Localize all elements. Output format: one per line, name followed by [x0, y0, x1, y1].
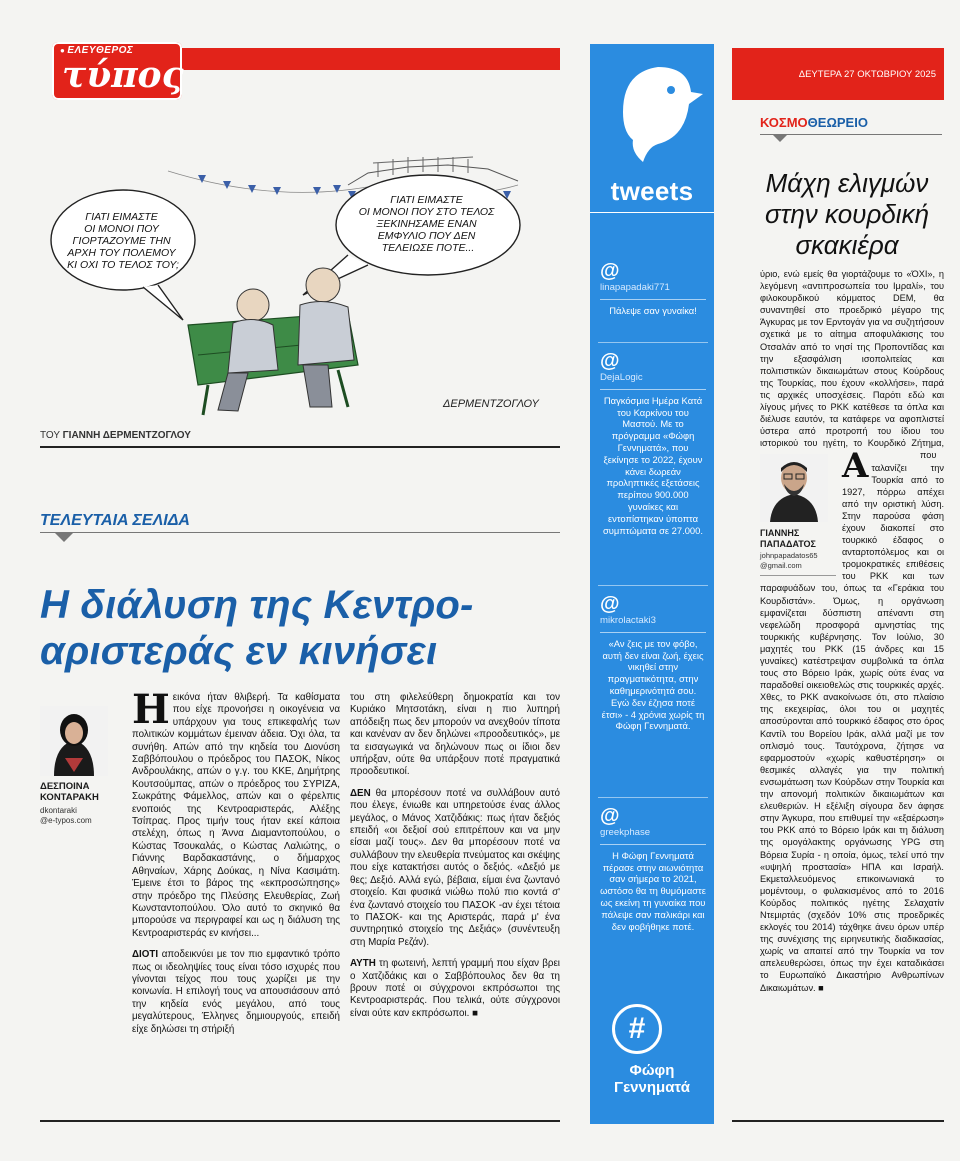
drop-cap: Α — [842, 446, 869, 486]
masthead-red-bar — [172, 48, 560, 70]
article-column-1 — [132, 686, 340, 1036]
paragraph-5-text: τη φωτεινή, λεπτή γραμμή που είχαν βρει ο Χατζιδάκις και ο Σαββόπουλος δεν θα τη βρουν ποτέ οι σύγχρονοι εκπρόσωποι της Κεντροαριστεράς. Που τελικά, ούτε σύγχρονοι είναι ούτε καν εκπρόσωποι. ■ — [350, 958, 560, 1019]
tweet-separator — [598, 797, 708, 798]
tweet-text: Η Φώφη Γεννηματά πέρασε στην αιωνιότητα σαν σήμερα το 2021, ωστόσο θα τη θυμόμαστε ως εκείνη τη γυναίκα που πάλεψε σαν παλικάρι και δεν φοβήθηκε ποτέ. — [600, 844, 706, 933]
paragraph-2-lead: ΔΙΟΤΙ — [132, 949, 159, 961]
section-label: ΤΕΛΕΥΤΑΙΑ ΣΕΛΙΔΑ — [40, 512, 190, 529]
author-email — [760, 551, 838, 570]
tweets-title: tweets — [610, 176, 694, 206]
paragraph-3: του στη φιλελεύθερη δημοκρατία και τον Κυριάκο Μητσοτάκη, είναι η πιο λυπηρή απόδειξη πως δεν μπορούν να ανεχθούν τίποτα και κανέναν αν δεν δηλώνει «προοδευτικός», με τα εισαγωγικά να δηλώνουν πως οι ίδιοι δεν υπήρξαν, ούτε θα υπάρξουν ποτέ πραγματικά προοδευτικοί. — [350, 692, 560, 778]
paragraph-1-text: εικόνα ήταν θλιβερή. Τα καθίσματα που είχε προνοήσει η οικογένεια να υπάρχουν για τους επικεφαλής των πολιτικών κομμάτων έμειναν άδεια. Όχι όλα, τα συνήθη. Απών από την κηδεία του Διονύση Σαββόπουλου ο πρόεδρος του ΠΑΣΟΚ, Νίκος Ανδρουλάκης, απών ο γ.γ. του ΚΚΕ, Δημήτρης Κουτσούμπας, απών ο πρόεδρος του ΣΥΡΙΖΑ, Σωκράτης Φάμελλος, απών και ο φέρελπις ενοποιός της Κεντροαριστεράς, Αλέξης Τσίπρας. Προς τιμήν τους ήταν εκεί κάποια στελέχη, όπως η Άννα Διαμαντοπούλου, ο Κώστας Τσουκαλάς, ο Κώστας Λαλιώτης, ο Γιάννης Βαρδακαστάνης, ο δήμαρχος Αθηναίων, Χάρης Δούκας, η Νίνα Κασιμάτη. Έμεινε έτσι το βάρος της «εκπροσώπησης» στην πρόεδρο της Πλεύσης Ελευθερίας, Ζωή Κωνσταντοπούλου. Όλο αυτό το σκηνικό θα μπορούσε να περιγραφεί και ως η διάλυση της Κεντροαριστεράς εν κινήσει... — [132, 692, 340, 939]
tweet-separator — [598, 342, 708, 343]
tweet-item — [600, 260, 706, 317]
logo-main-text: τύπος — [62, 54, 184, 96]
paragraph-4 — [350, 788, 560, 949]
tweet-handle[interactable]: linapapadaki771 — [600, 282, 670, 293]
tweet-item — [600, 593, 706, 732]
bubble-left-line-2: ΟΙ ΜΟΝΟΙ ΠΟΥ — [84, 223, 159, 235]
paragraph-1 — [132, 686, 340, 940]
tweet-text: «Αν ζεις με τον φόβο, αυτή δεν είναι ζωή, έχεις νικηθεί στην πραγματικότητα, στην καθημερινότητά σου. Εγώ δεν έζησα ποτέ έτσι» - 4 χρόνια χωρίς τη Φώφη Γεννηματά. — [600, 632, 706, 732]
at-icon: @ — [600, 593, 620, 615]
tweet-handle[interactable]: DejaLogic — [600, 372, 643, 383]
at-icon: @ — [600, 350, 620, 372]
column-section-label — [760, 115, 868, 130]
section-notch — [54, 532, 74, 542]
section-part-2: ΘΕΩΡΕΙΟ — [807, 115, 868, 130]
author-email-line-2: @gmail.com — [760, 560, 802, 570]
cartoon-signature: ΔΕΡΜΕΝΤΖΟΓΛΟΥ — [443, 398, 539, 410]
credit-prefix: ΤΟΥ — [40, 430, 60, 441]
tweet-item — [600, 350, 706, 536]
cartoon-credit — [40, 430, 191, 441]
paragraph-5 — [350, 958, 560, 1020]
article-column-2 — [350, 692, 560, 1020]
bubble-right-line-4: ΕΜΦΥΛΙΟ ΠΟΥ ΔΕΝ — [377, 230, 476, 242]
bottom-rule — [732, 1120, 944, 1122]
drop-cap: Η — [132, 686, 170, 733]
bottom-rule — [40, 1120, 560, 1122]
bird-logo-icon — [603, 52, 703, 172]
bubble-right-line-3: ΞΕΚΙΝΗΣΑΜΕ ΕΝΑΝ — [376, 218, 477, 230]
tweet-handle[interactable]: greekphase — [600, 827, 651, 838]
tweet-text: Πάλεψε σαν γυναίκα! — [600, 299, 706, 317]
tweet-handle[interactable]: mikrolactaki3 — [600, 615, 656, 626]
hashtag-line-1: Φώφη — [629, 1062, 675, 1079]
section-rule — [40, 532, 560, 533]
credit-name: ΓΙΑΝΝΗ ΔΕΡΜΕΝΤΖΟΓΛΟΥ — [62, 430, 191, 441]
author-name — [40, 781, 120, 803]
tweet-separator — [598, 585, 708, 586]
author-email-line-2: @e-typos.com — [40, 816, 92, 825]
bubble-left-line-1: ΓΙΑΤΙ ΕΙΜΑΣΤΕ — [85, 211, 158, 223]
bubble-right-line-2: ΟΙ ΜΟΝΟΙ ΠΟΥ ΣΤΟ ΤΕΛΟΣ — [358, 206, 495, 218]
author-name-line-2: ΠΑΠΑΔΑΤΟΣ — [760, 538, 816, 549]
paragraph-5-lead: ΑΥΤΗ — [350, 958, 376, 970]
author-name-line-1: ΓΙΑΝΝΗΣ — [760, 528, 800, 538]
hashtag-icon: # — [612, 1004, 662, 1054]
hashtag-label — [590, 1062, 714, 1096]
author-email-line-1: dkontaraki — [40, 806, 77, 815]
column-paragraph — [760, 268, 944, 994]
political-cartoon — [48, 145, 558, 425]
tweets-rule — [590, 212, 714, 213]
author-name-line-1: ΔΕΣΠΟΙΝΑ — [40, 781, 90, 792]
author-photo — [40, 706, 108, 776]
column-paragraph-text: ύριο, ενώ εμείς θα γιορτάζουμε το «ΌΧΙ», η λεγόμενη «αντιπροσωπεία του Ιμραλί», του φιλοκουρδικού κόμματος DEM, θα συναντηθεί στο προεδρικό μέγαρο της Άγκυρας με τον Ερντογάν για να συζητήσουν σχετικά με το αίτημα αποφυλάκισης του Οτσαλάν από το νησί της Προποντίδας και την εξασφάλιση ισοπολιτείας και πολιτιστικών δικαιωμάτων στους Κούρδους της Τουρκίας, που έχουν «κολλήσει», παρά τις αρχικές υποσχέσεις. Παρότι εδώ και λίγους μήνες το PKK κατέθεσε τα όπλα και διέλυσε εαυτόν, τα κατάφερε να αφοπλιστεί ύστερα από προτροπή του ίδιου του ιστορικού του ηγέτη, το Κουρδικό Ζήτημα, που ταλανίζει την Τουρκία από το 1927, πόρρω απέχει από την οριστική λύση. Στην παρούσα φάση έχουν διακοπεί στο τουρκικό έδαφος ο ανταρτοπόλεμος και οι τρομοκρατικές επιθέσεις του PKK και των παραφυάδων του, όπως τα «Γεράκια του Κουρδιστάν». Όμως, η οργάνωση εμφανίζεται δύσπιστη απέναντι στη νεφελώδη προσφορά αμνηστίας της τουρκικής κυβέρνησης. Τον Ιούλιο, 30 μαχητές του PKK (15 άνδρες και 15 γυναίκες) κατέστρεψαν συμβολικά τα όπλα τους στο Βόρειο Ιράκ, χωρίς ούτε ένας να παραδοθεί οικειοθελώς στις τουρκικές αρχές. Χθες, το PKK ανακοίνωσε ότι, στο πλαίσιο της εκεχειρίας, όλοι του οι μαχητές αποσύρονται από τουρκικό έδαφος στο όρος Καντίλ του Βορείου Ιράκ, αλλά μαζί με τον οπλισμό τους. Ταυτόχρονα, ζήτησε να εφαρμοστούν «χωρίς καθυστέρηση» οι θεσμικές αλλαγές για την πολιτική ενσωμάτωση των Κούρδων στην Τουρκία και την απονομή πολιτικών δικαιωμάτων και ελευθεριών. Η εξέλιξη σίγουρα δεν άφησε στην Άγκυρα, που επιθυμεί την «εξαέρωση» του PKK από το Βόρειο Ιράκ και τη διάλυση της ομογάλακτης οργάνωσης YPG στη Βόρεια Συρία - η οποία, όμως, τελεί υπό την «υψηλή προστασία» ΗΠΑ και Ισραήλ. Εκμεταλλευόμενος επικοινωνιακά το μομέντουμ, ο φυλακισμένος από το 2016 Κούρδος πολιτικός ηγέτης Σελαχατίν Ντεμιρτάς (σχεδόν 10% στις προεδρικές εκλογές του 2014) τάχθηκε άνευ όρων υπέρ της συνέχισης της ειρηνευτικής διαδικασίας, χωρίς να απαιτεί από την Τουρκία να τον απελευθερώσει, όπως την έχει καταδικάσει το Ευρωπαϊκό Δικαστήριο Ανθρωπίνων Δικαιωμάτων. ■ — [760, 269, 944, 993]
author-email-line-1: johnpapadatos65 — [760, 551, 818, 560]
bubble-left-line-5: ΚΙ ΟΧΙ ΤΟ ΤΕΛΟΣ ΤΟΥ; — [67, 259, 179, 271]
author-name — [760, 528, 838, 549]
bubble-right-line-1: ΓΙΑΤΙ ΕΙΜΑΣΤΕ — [390, 194, 463, 206]
column-headline: Μάχη ελιγμών στην κουρδική σκακιέρα — [764, 168, 930, 260]
paragraph-4-text: θα μπορέσουν ποτέ να συλλάβουν αυτό που έλεγε, ένιωθε και υπηρετούσε ένας άλλος μεγάλος, ο Μάνος Χατζιδάκις: πως ήταν δεξιός επειδή «οι δεξιοί σού επιτρέπουν και να μην είσαι μαζί τους». Δεν θα μπορέσουν ποτέ να συλλάβουν την ελευθερία πνεύματος και σκέψης που είχε κατακτήσει αυτός ο δεξιός. «Δεξιό με θες; Δεξιό. Αλλά εγώ, βέβαια, είμαι ένα ζωντανό στοιχείο. Και φυσικά νιώθω πολύ πιο κοντά σ' ένα ζωντανό στοιχείο του ΠΑΣΟΚ -αν έχει τέτοια το ΠΑΣΟΚ- και της Αριστεράς, παρά μ' ένα συντηρητικό στοιχείο της Δεξιάς» (συνέντευξη στη Μαρία Ρεζάν). — [350, 787, 560, 948]
column-body — [760, 268, 944, 994]
paragraph-2 — [132, 949, 340, 1036]
divider — [40, 446, 560, 448]
author-name-line-2: ΚΟΝΤΑΡΑΚΗ — [40, 792, 99, 803]
author-email — [40, 806, 120, 826]
hashtag-line-2: Γεννηματά — [614, 1079, 690, 1096]
headline-line-1: Η διάλυση της Κεντρο- — [40, 583, 474, 627]
at-icon: @ — [600, 260, 620, 282]
tweet-text: Παγκόσμια Ημέρα Κατά του Καρκίνου του Μαστού. Με το πρόγραμμα «Φώφη Γεννηματά», που ξεκίνησε το 2022, έχουν κάνει δωρεάν προληπτικές εξετάσεις περίπου 900.000 γυναίκες και εντοπίστηκαν ύποπτα συμπτώματα σε 27.000. — [600, 389, 706, 537]
paragraph-4-lead: ΔΕΝ — [350, 787, 371, 799]
tweet-item — [600, 805, 706, 932]
newspaper-logo — [52, 42, 182, 100]
bubble-left-line-4: ΑΡΧΗ ΤΟΥ ΠΟΛΕΜΟΥ — [67, 247, 176, 259]
at-icon: @ — [600, 805, 620, 827]
author-rule — [760, 575, 836, 576]
author-photo — [760, 454, 828, 522]
section-notch — [772, 134, 788, 142]
section-part-1: ΚΟΣΜΟ — [760, 115, 808, 130]
headline-line-2: αριστεράς εν κινήσει — [40, 629, 438, 673]
logo-small-text: ● ΕΛΕΥΘΕΡΟΣ — [60, 45, 133, 56]
bubble-left-line-3: ΓΙΟΡΤΑΖΟΥΜΕ ΤΗΝ — [72, 235, 171, 247]
bubble-right-line-5: ΤΕΛΕΙΩΣΕ ΠΟΤΕ... — [381, 242, 475, 254]
issue-date: ΔΕΥΤΕΡΑ 27 ΟΚΤΩΒΡΙΟΥ 2025 — [798, 69, 936, 80]
article-headline — [40, 582, 560, 674]
paragraph-2-text: αποδεικνύει με τον πιο εμφαντικό τρόπο πως οι ιδεοληψίες τους είναι τόσο ισχυρές που γίνονται τείχος που τους χωρίζει με την κοινωνία. Η επιλογή τους να απουσιάσουν από την κηδεία ενός μεγάλου, από τους μεγαλύτερους, Έλληνες δημιουργούς, επειδή είχε δηλώσει τη στήριξή — [132, 949, 340, 1035]
